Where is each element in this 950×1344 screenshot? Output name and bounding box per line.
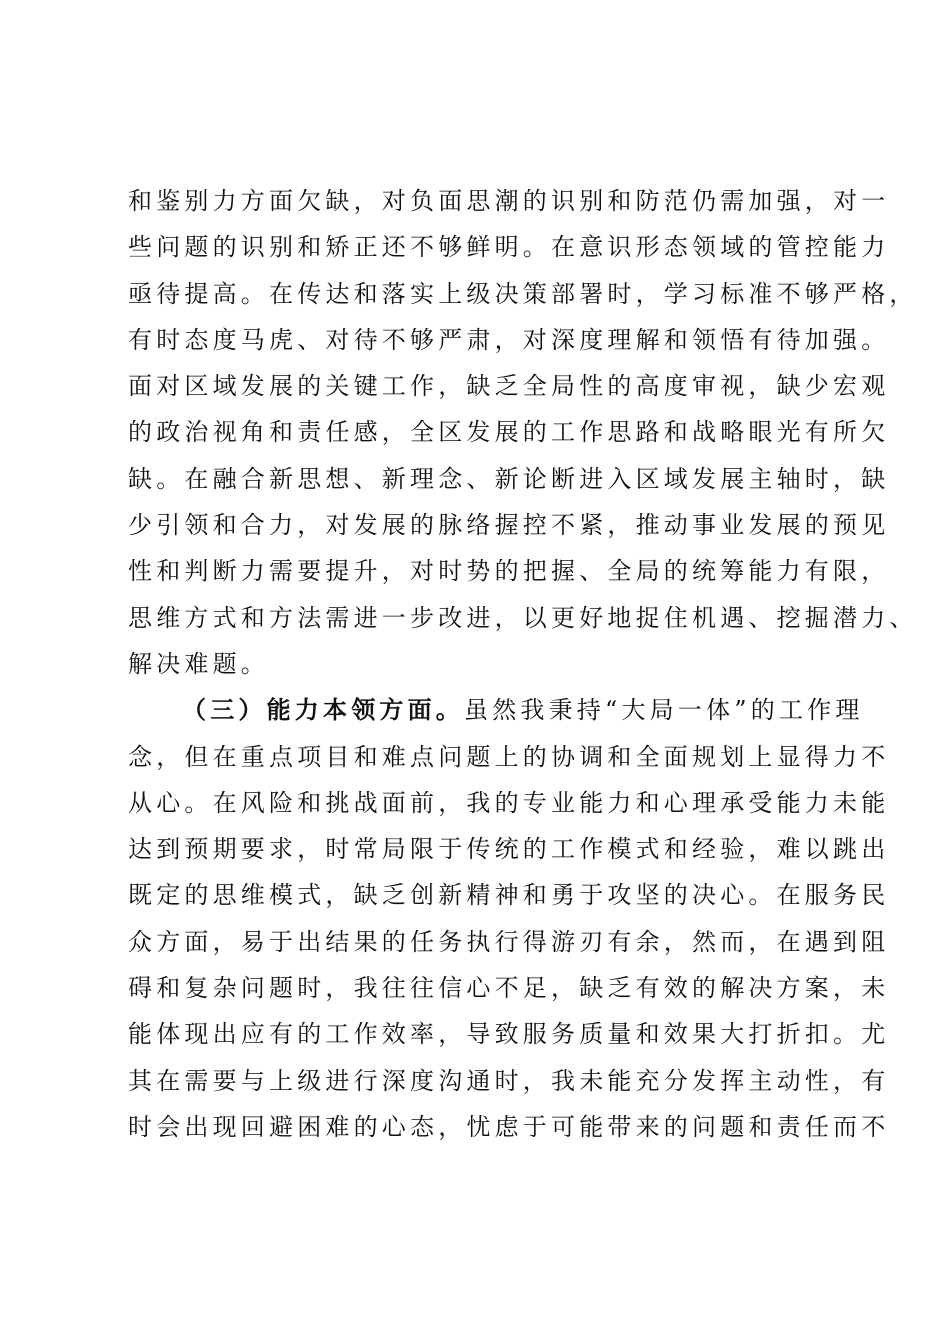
- section-heading: （三）能力本领方面。: [182, 695, 464, 725]
- text-line: 其在需要与上级进行深度沟通时，我未能充分发挥主动性，有: [128, 1066, 890, 1095]
- text-line: 碍和复杂问题时，我往往信心不足，缺乏有效的解决方案，未: [128, 974, 890, 1003]
- text-line: 能体现出应有的工作效率，导致服务质量和效果大打折扣。尤: [128, 1020, 890, 1049]
- text-line: 亟待提高。在传达和落实上级决策部署时，学习标准不够严格，: [128, 279, 918, 308]
- text-line: 解决难题。: [128, 649, 269, 678]
- text-line: 面对区域发展的关键工作，缺乏全局性的高度审视，缺少宏观: [128, 372, 890, 401]
- section-heading-line: [128, 687, 864, 733]
- text-line: 念，但在重点项目和难点问题上的协调和全面规划上显得力不: [128, 742, 890, 771]
- text-line: 达到预期要求，时常局限于传统的工作模式和经验，难以跳出: [128, 835, 890, 864]
- text-line: 些问题的识别和矫正还不够鲜明。在意识形态领域的管控能力: [128, 233, 890, 262]
- text-line: 既定的思维模式，缺乏创新精神和勇于攻坚的决心。在服务民: [128, 881, 890, 910]
- text-span: 虽然我秉持“大局一体”的工作理: [464, 696, 864, 725]
- text-line: 少引领和合力，对发展的脉络握控不紧，推动事业发展的预见: [128, 511, 890, 540]
- text-line: 有时态度马虎、对待不够严肃，对深度理解和领悟有待加强。: [128, 325, 890, 354]
- text-line: 时会出现回避困难的心态，忧虑于可能带来的问题和责任而不: [128, 1112, 890, 1141]
- text-line: 缺。在融合新思想、新理念、新论断进入区域发展主轴时，缺: [128, 464, 890, 493]
- document-body: [128, 178, 918, 1150]
- text-line: 思维方式和方法需进一步改进，以更好地捉住机遇、挖掘潜力、: [128, 603, 918, 632]
- text-line: 从心。在风险和挑战面前，我的专业能力和心理承受能力未能: [128, 788, 890, 817]
- text-line: 和鉴别力方面欠缺，对负面思潮的识别和防范仍需加强，对一: [128, 187, 890, 215]
- text-line: 众方面，易于出结果的任务执行得游刃有余，然而，在遇到阻: [128, 927, 890, 956]
- text-line: 性和判断力需要提升，对时势的把握、全局的统筹能力有限，: [128, 557, 890, 586]
- text-line: 的政治视角和责任感，全区发展的工作思路和战略眼光有所欠: [128, 418, 890, 447]
